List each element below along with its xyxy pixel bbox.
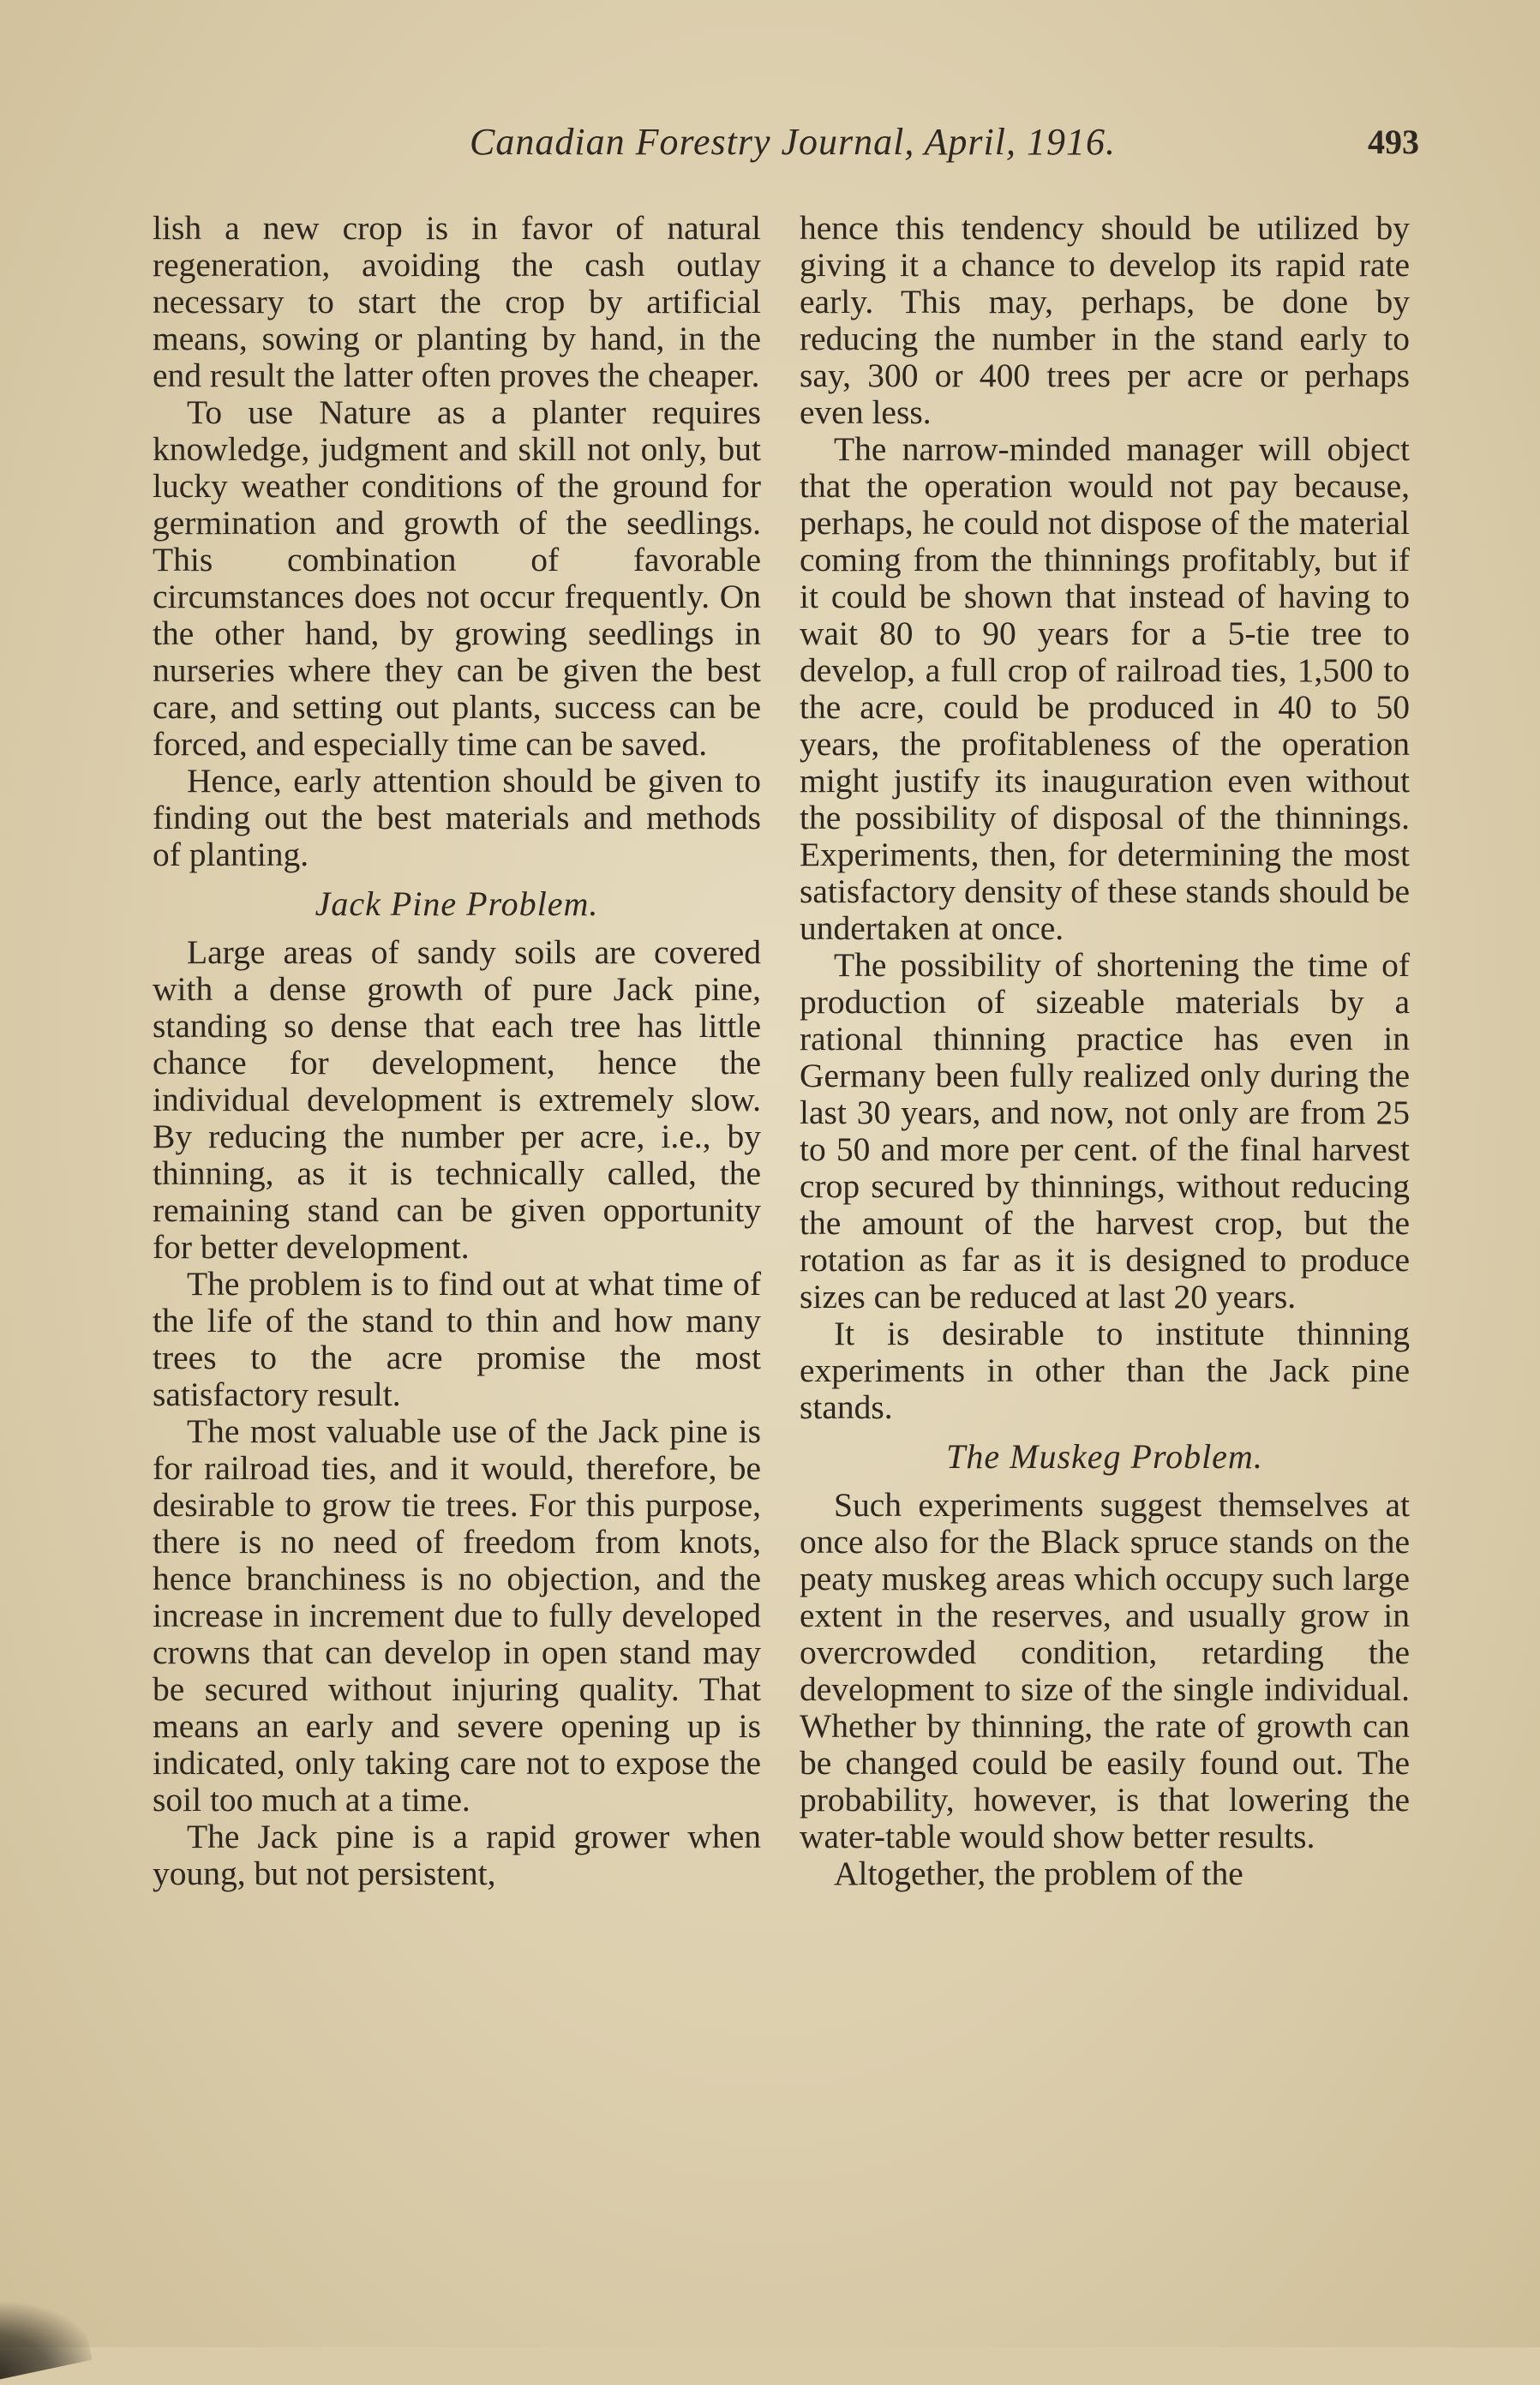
right-column [800,210,1410,1892]
paragraph: Large areas of sandy soils are covered with a dense growth of pure Jack pine, standing so dense that each tree has little chance for development, hence the individual development is extremely slow. By reducing the number per acre, i.e., by thinning, as it is technically called, the remaining stand can be given opportunity for better development. [153,933,761,1266]
paragraph: The narrow-minded manager will object that the operation would not pay because, perhaps, he could not dispose of the material coming from the thinnings profitably, but if it could be shown that instead of having to wait 80 to 90 years for a 5-tie tree to develop, a full crop of railroad ties, 1,500 to the acre, could be produced in 40 to 50 years, the profitableness of the operation might justify its inauguration even without the possibility of disposal of the thinnings. Experiments, then, for determining the most satisfactory density of these stands should be undertaken at once. [800,430,1410,947]
section-heading-jack-pine: Jack Pine Problem. [315,884,599,923]
paragraph: The Jack pine is a rapid grower when young, but not persistent, [153,1818,761,1892]
paragraph: Such experiments suggest themselves at once also for the Black spruce stands on the peaty muskeg areas which occupy such large extent in the reserves, and usually grow in overcrowded condition, retarding the development to size of the single individual. Whether by thinning, the rate of growth can be changed could be easily found out. The probability, however, is that lowering the water-table would show better results. [800,1486,1410,1855]
paragraph: lish a new crop is in favor of natural regeneration, avoiding the cash outlay necessary to start the crop by artificial means, sowing or planting by hand, in the end result the latter often proves the cheaper. [153,209,761,394]
paragraph: It is desirable to institute thinning experiments in other than the Jack pine stands. [800,1315,1410,1426]
section-heading-muskeg: The Muskeg Problem. [946,1437,1263,1476]
paragraph: Altogether, the problem of the [834,1855,1243,1892]
paragraph: The possibility of shortening the time of production of sizeable materials by a rational thinning practice has even in Germany been fully realized only during the last 30 years, and now, not only are from 25 to 50 and more per cent. of the final harvest crop secured by thinnings, without reducing the amount of the harvest crop, but the rotation as far as it is designed to produce sizes can be reduced at last 20 years. [800,946,1410,1315]
paragraph: hence this tendency should be utilized by giving it a chance to develop its rapid rate early. This may, perhaps, be done by reducing the number in the stand early to say, 300 or 400 trees per acre or perhaps even less. [800,209,1410,431]
page-corner-shadow [0,2284,93,2384]
paragraph: To use Nature as a planter requires knowledge, judgment and skill not only, but lucky weather conditions of the ground for germination and growth of the seedlings. This combination of favorable circumstances does not occur frequently. On the other hand, by growing seedlings in nurseries where they can be given the best care, and setting out plants, success can be forced, and especially time can be saved. [153,393,761,763]
paragraph: The most valuable use of the Jack pine is for railroad ties, and it would, therefore, be desirable to grow tie trees. For this purpose, there is no need of freedom from knots, hence branchiness is no objection, and the increase in increment due to fully developed crowns that can develop in open stand may be secured without injuring quality. That means an early and severe opening up is indicated, only taking care not to expose the soil too much at a time. [153,1412,761,1819]
left-column [153,210,761,1892]
page-number: 493 [1368,123,1419,161]
paragraph: Hence, early attention should be given to finding out the best materials and methods of planting. [153,762,761,873]
journal-title: Canadian Forestry Journal, April, 1916. [470,121,1116,163]
paragraph: The problem is to find out at what time of the life of the stand to thin and how many trees to the acre promise the most satisfactory result. [153,1265,761,1413]
running-header [463,120,1423,171]
